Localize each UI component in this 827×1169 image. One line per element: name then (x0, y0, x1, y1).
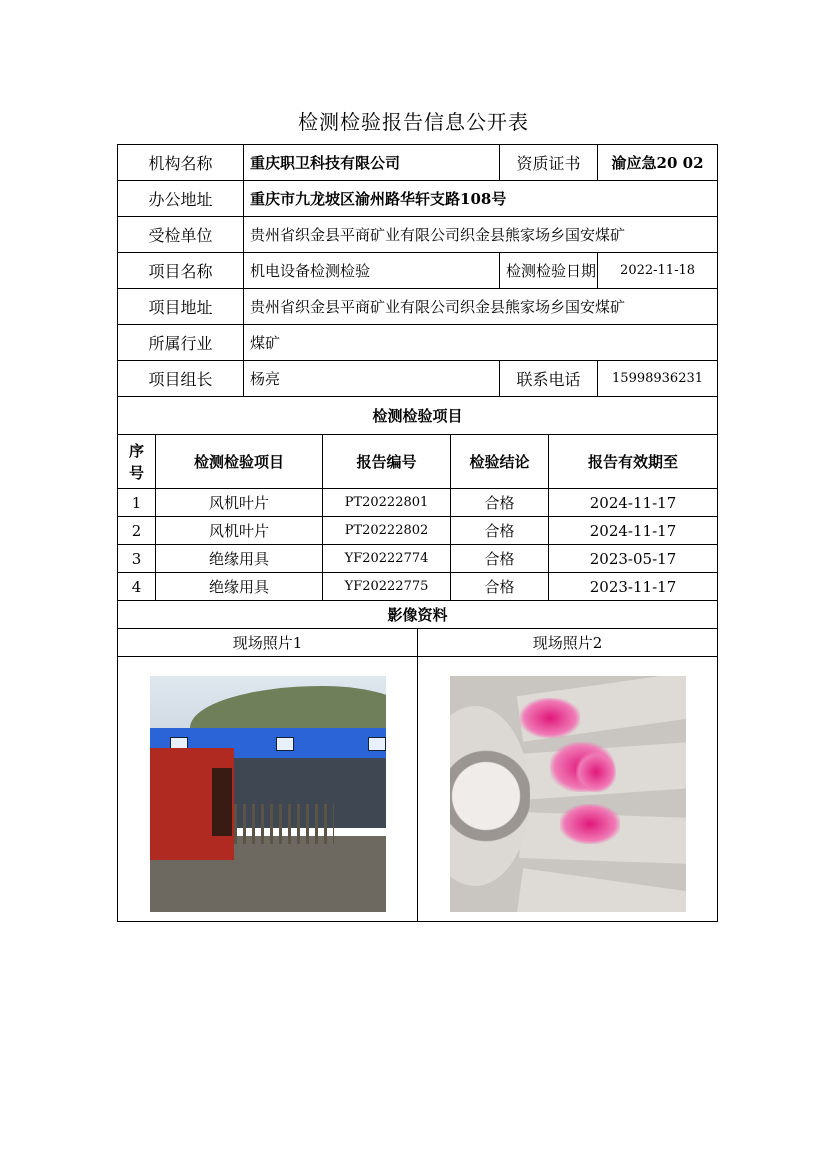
table-row (118, 545, 718, 573)
industry-label: 所属行业 (118, 325, 244, 361)
client-value: 贵州省织金县平商矿业有限公司织金县熊家场乡国安煤矿 (244, 217, 718, 253)
row-valid-until: 2023-05-17 (549, 545, 718, 573)
leader-value: 杨亮 (244, 361, 500, 397)
items-section-title: 检测检验项目 (118, 397, 718, 435)
row-valid-until: 2024-11-17 (549, 517, 718, 545)
row-report-no: YF20222775 (323, 573, 451, 601)
client-label: 受检单位 (118, 217, 244, 253)
table-row (118, 517, 718, 545)
date-label: 检测检验日期 (500, 253, 598, 289)
leader-label: 项目组长 (118, 361, 244, 397)
row-index: 1 (118, 489, 156, 517)
photo1-cell (118, 657, 418, 922)
row-result: 合格 (451, 489, 549, 517)
photo2-cell (418, 657, 718, 922)
photo2-label: 现场照片2 (418, 629, 718, 657)
project-value: 机电设备检测检验 (244, 253, 500, 289)
row-report-no: PT20222802 (323, 517, 451, 545)
row-index: 3 (118, 545, 156, 573)
header-valid-until: 报告有效期至 (549, 435, 718, 489)
cert-label: 资质证书 (500, 145, 598, 181)
site-label: 项目地址 (118, 289, 244, 325)
industry-value: 煤矿 (244, 325, 718, 361)
address-label: 办公地址 (118, 181, 244, 217)
header-report-no: 报告编号 (323, 435, 451, 489)
cert-value: 渝应急20 02 (598, 145, 718, 181)
info-table (117, 144, 718, 435)
row-index: 4 (118, 573, 156, 601)
images-section-title: 影像资料 (118, 601, 718, 629)
row-valid-until: 2024-11-17 (549, 489, 718, 517)
org-label: 机构名称 (118, 145, 244, 181)
images-table (117, 600, 718, 922)
header-item: 检测检验项目 (156, 435, 323, 489)
row-report-no: YF20222774 (323, 545, 451, 573)
row-result: 合格 (451, 573, 549, 601)
site-value: 贵州省织金县平商矿业有限公司织金县熊家场乡国安煤矿 (244, 289, 718, 325)
address-value: 重庆市九龙坡区渝州路华轩支路108号 (244, 181, 718, 217)
photo1-label: 现场照片1 (118, 629, 418, 657)
site-photo-fan-blades (450, 676, 686, 912)
row-index: 2 (118, 517, 156, 545)
row-result: 合格 (451, 545, 549, 573)
table-row (118, 573, 718, 601)
phone-value: 15998936231 (598, 361, 718, 397)
row-valid-until: 2023-11-17 (549, 573, 718, 601)
items-table (117, 434, 718, 601)
row-item: 绝缘用具 (156, 573, 323, 601)
report-sheet (117, 144, 717, 922)
project-label: 项目名称 (118, 253, 244, 289)
date-value: 2022-11-18 (598, 253, 718, 289)
row-item: 绝缘用具 (156, 545, 323, 573)
site-photo-gate (150, 676, 386, 912)
header-result: 检验结论 (451, 435, 549, 489)
header-index: 序 号 (118, 435, 156, 489)
page-title: 检测检验报告信息公开表 (298, 110, 529, 134)
org-value: 重庆职卫科技有限公司 (244, 145, 500, 181)
row-item: 风机叶片 (156, 489, 323, 517)
row-result: 合格 (451, 517, 549, 545)
row-report-no: PT20222801 (323, 489, 451, 517)
table-row (118, 489, 718, 517)
row-item: 风机叶片 (156, 517, 323, 545)
phone-label: 联系电话 (500, 361, 598, 397)
